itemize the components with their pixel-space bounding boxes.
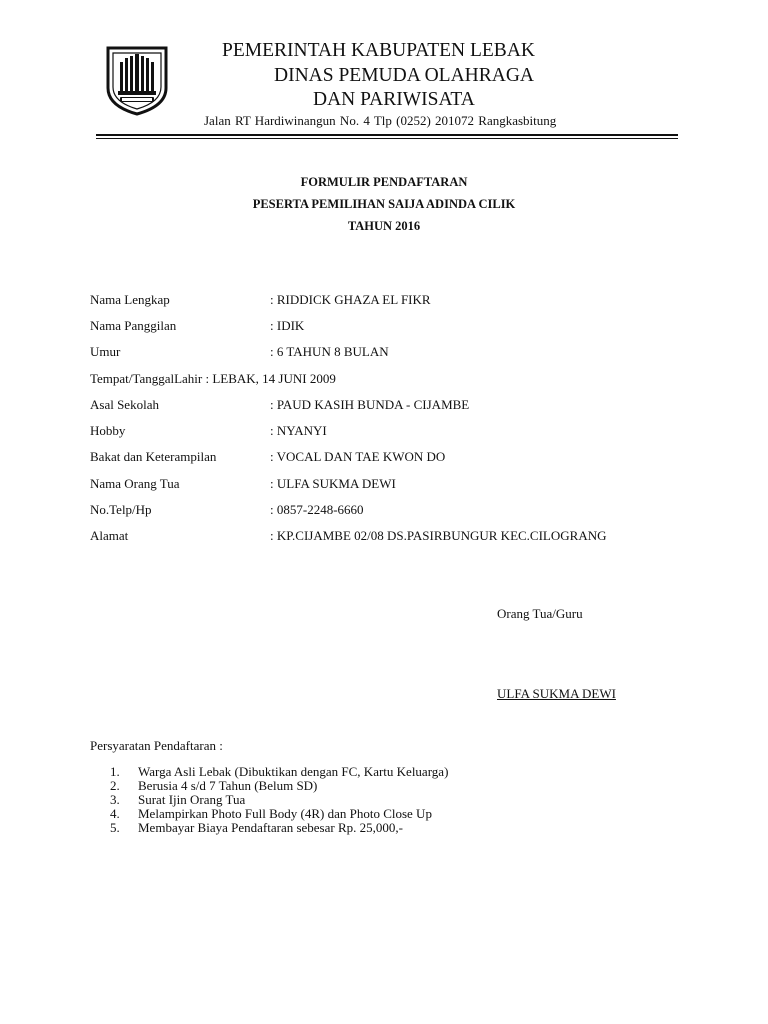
header-line-2: DINAS PEMUDA OLAHRAGA <box>274 65 535 86</box>
field-label-nama-lengkap: Nama Lengkap <box>90 292 170 307</box>
list-item: 5. Membayar Biaya Pendaftaran sebesar Rp. 25,000,- <box>110 820 403 835</box>
requirements-heading: Persyaratan Pendaftaran : <box>90 738 223 753</box>
field-value-umur: : 6 TAHUN 8 BULAN <box>270 344 389 359</box>
field-label-orang-tua: Nama Orang Tua <box>90 476 180 491</box>
form-title-2: PESERTA PEMILIHAN SAIJA ADINDA CILIK <box>252 197 516 211</box>
form-title-1: FORMULIR PENDAFTARAN <box>300 175 468 189</box>
field-value-nama-lengkap: : RIDDICK GHAZA EL FIKR <box>270 292 431 307</box>
signature-name: ULFA SUKMA DEWI <box>497 686 616 701</box>
header-divider-thin <box>96 138 678 139</box>
field-value-hobby: : NYANYI <box>270 423 327 438</box>
header-line-1: PEMERINTAH KABUPATEN LEBAK <box>222 40 535 61</box>
lebak-regency-logo <box>104 44 170 116</box>
field-label-umur: Umur <box>90 344 121 359</box>
field-value-orang-tua: : ULFA SUKMA DEWI <box>270 476 396 491</box>
list-item: 3. Surat Ijin Orang Tua <box>110 792 246 807</box>
field-value-asal-sekolah: : PAUD KASIH BUNDA - CIJAMBE <box>270 397 470 412</box>
signature-role: Orang Tua/Guru <box>497 606 583 621</box>
list-item: 2. Berusia 4 s/d 7 Tahun (Belum SD) <box>110 778 318 793</box>
field-label-asal-sekolah: Asal Sekolah <box>90 397 159 412</box>
list-item: 4. Melampirkan Photo Full Body (4R) dan Photo Close Up <box>110 806 432 821</box>
field-label-hobby: Hobby <box>90 423 126 438</box>
form-title-3: TAHUN 2016 <box>347 219 421 233</box>
field-value-alamat: : KP.CIJAMBE 02/08 DS.PASIRBUNGUR KEC.CILOGRANG <box>270 528 607 543</box>
list-item: 1. Warga Asli Lebak (Dibuktikan dengan FC, Kartu Keluarga) <box>110 764 449 779</box>
field-label-telp: No.Telp/Hp <box>90 502 152 517</box>
field-label-bakat: Bakat dan Keterampilan <box>90 449 217 464</box>
field-value-nama-panggilan: : IDIK <box>270 318 305 333</box>
field-value-telp: : 0857-2248-6660 <box>270 502 364 517</box>
field-label-alamat: Alamat <box>90 528 129 543</box>
field-label-nama-panggilan: Nama Panggilan <box>90 318 177 333</box>
header-line-3: DAN PARIWISATA <box>313 89 475 110</box>
field-tempat-tanggal-lahir: Tempat/TanggalLahir : LEBAK, 14 JUNI 2009 <box>90 371 336 386</box>
header-divider-thick <box>96 134 678 136</box>
field-value-bakat: : VOCAL DAN TAE KWON DO <box>270 449 446 464</box>
header-address: Jalan RT Hardiwinangun No. 4 Tlp (0252) 201072 Rangkasbitung <box>204 113 557 128</box>
requirements-list <box>110 765 448 835</box>
